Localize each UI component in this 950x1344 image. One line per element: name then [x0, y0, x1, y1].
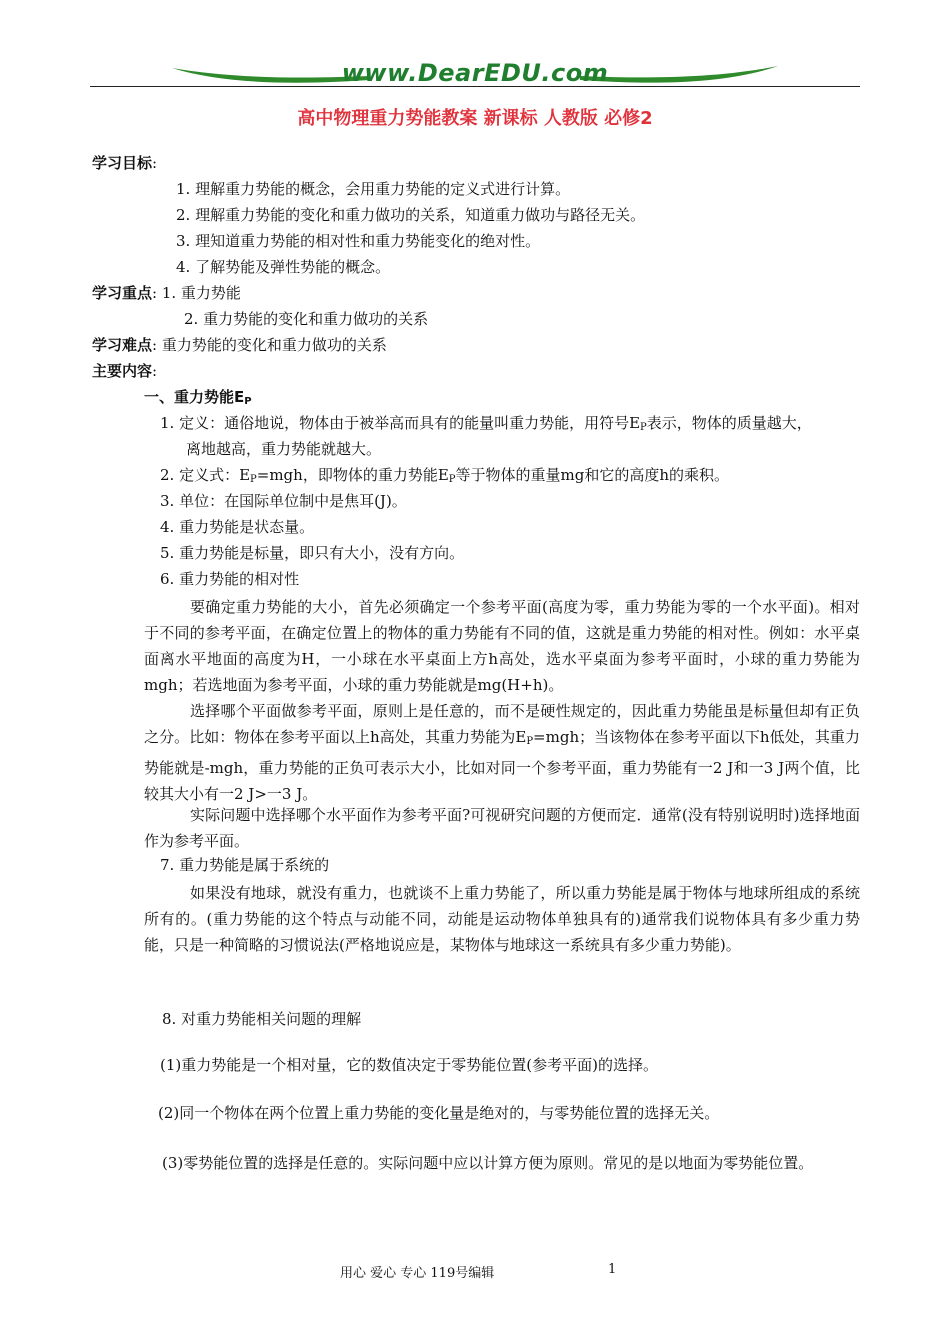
paragraph-relativity: 要确定重力势能的大小，首先必须确定一个参考平面(高度为零，重力势能为零的一个水平面)。相对于不同的参考平面，在确定位置上的物体的重力势能有不同的值，这就是重力势能的相对性。例如：水平桌面离水平地面的高度为H，一小球在水平桌面上方h高处，选水平桌面为参考平面时，小球的重力势能为mgh；若选地面为参考平面，小球的重力势能就是mg(H+h)。 [144, 598, 860, 694]
key-point-item: : 1. 重力势能 [152, 284, 241, 302]
difficulty-label: 学习难点 [92, 336, 153, 354]
paragraph-text-cont: =mgh；当该物体在参考平面以下h低处，其重力势能就是-mgh，重力势能的正负可表示大小，比如对同一个参考平面，重力势能有一2 J和一3 J两个值，比较其大小有一2 J>一3 J。 [144, 728, 860, 803]
item-1 [160, 412, 812, 433]
paragraph-system: 如果没有地球，就没有重力，也就谈不上重力势能了，所以重力势能是属于物体与地球所组成的系统所有的。(重力势能的这个特点与动能不同，动能是运动物体单独具有的)通常我们说物体具有多少重力势能，只是一种简略的习惯说法(严格地说应是，某物体与地球这一系统具有多少重力势能)。 [144, 884, 860, 954]
item-1-line2: 离地越高，重力势能就越大。 [186, 440, 382, 458]
page-title: 高中物理重力势能教案 新课标 人教版 必修2 [297, 108, 653, 129]
objective-item: 3. 理知道重力势能的相对性和重力势能变化的绝对性。 [176, 232, 541, 250]
footer-text: 用心 爱心 专心 119号编辑 [340, 1266, 495, 1281]
item-8-sub-1: (1)重力势能是一个相对量，它的数值决定于零势能位置(参考平面)的选择。 [160, 1056, 658, 1074]
key-points-label: 学习重点 [92, 284, 153, 302]
item-1-text: 1. 定义：通俗地说，物体由于被举高而具有的能量叫重力势能，用符号E [160, 414, 641, 432]
section-heading [144, 386, 252, 407]
item-1-text-cont: 表示，物体的质量越大， [646, 414, 812, 432]
objectives-label: 学习目标 [92, 154, 153, 172]
main-content-label: 主要内容 [92, 362, 153, 380]
item-8-sub-2: (2)同一个物体在两个位置上重力势能的变化量是绝对的，与零势能位置的选择无关。 [158, 1104, 720, 1122]
item-8: 8. 对重力势能相关问题的理解 [162, 1010, 362, 1028]
item-1-subscript: P [640, 422, 647, 433]
paragraph-text: 选择哪个平面做参考平面，原则上是任意的，而不是硬性规定的，因此重力势能虽是标量但却有正负之分。比如：物体在参考平面以上h高处，其重力势能为E [144, 702, 860, 746]
key-point-item: 2. 重力势能的变化和重力做功的关系 [184, 310, 429, 328]
main-content-heading [92, 360, 157, 381]
page-number: 1 [608, 1262, 617, 1277]
item-7: 7. 重力势能是属于系统的 [160, 856, 330, 874]
site-logo [170, 56, 780, 96]
item-2-text-cont: =mgh，即物体的重力势能E [256, 466, 449, 484]
item-2-text-end: 等于物体的重量mg和它的高度h的乘积。 [455, 466, 730, 484]
item-2-text: 2. 定义式：E [160, 466, 251, 484]
logo-text: www.DearEDU.com [341, 59, 609, 87]
objective-item: 2. 理解重力势能的变化和重力做功的关系，知道重力做功与路径无关。 [176, 206, 646, 224]
difficulty [92, 334, 387, 355]
objective-item: 1. 理解重力势能的概念，会用重力势能的定义式进行计算。 [176, 180, 571, 198]
paragraph-subscript: P [526, 736, 534, 747]
section-heading-subscript: P [244, 396, 252, 407]
paragraph-practical: 实际问题中选择哪个水平面作为参考平面?可视研究问题的方便而定．通常(没有特别说明时)选择地面作为参考平面。 [144, 806, 860, 850]
objectives-heading [92, 152, 157, 173]
header-divider [90, 86, 860, 87]
section-heading-symbol: E [234, 388, 245, 406]
item-3: 3. 单位：在国际单位制中是焦耳(J)。 [160, 492, 407, 510]
section-heading-text: 一、重力势能 [144, 388, 235, 406]
item-6: 6. 重力势能的相对性 [160, 570, 300, 588]
paragraph-reference-plane [144, 698, 860, 807]
item-2 [160, 464, 729, 485]
objective-item: 4. 了解势能及弹性势能的概念。 [176, 258, 391, 276]
item-4: 4. 重力势能是状态量。 [160, 518, 315, 536]
item-2-subscript-2: P [448, 474, 456, 485]
key-points [92, 282, 241, 303]
item-8-sub-3: (3)零势能位置的选择是任意的。实际问题中应以计算方便为原则。常见的是以地面为零势能位置。 [162, 1154, 814, 1172]
difficulty-text: : 重力势能的变化和重力做功的关系 [152, 336, 387, 354]
main-content-colon: : [152, 362, 158, 380]
objectives-colon: : [152, 154, 158, 172]
item-2-subscript: P [250, 474, 257, 485]
item-5: 5. 重力势能是标量，即只有大小，没有方向。 [160, 544, 465, 562]
